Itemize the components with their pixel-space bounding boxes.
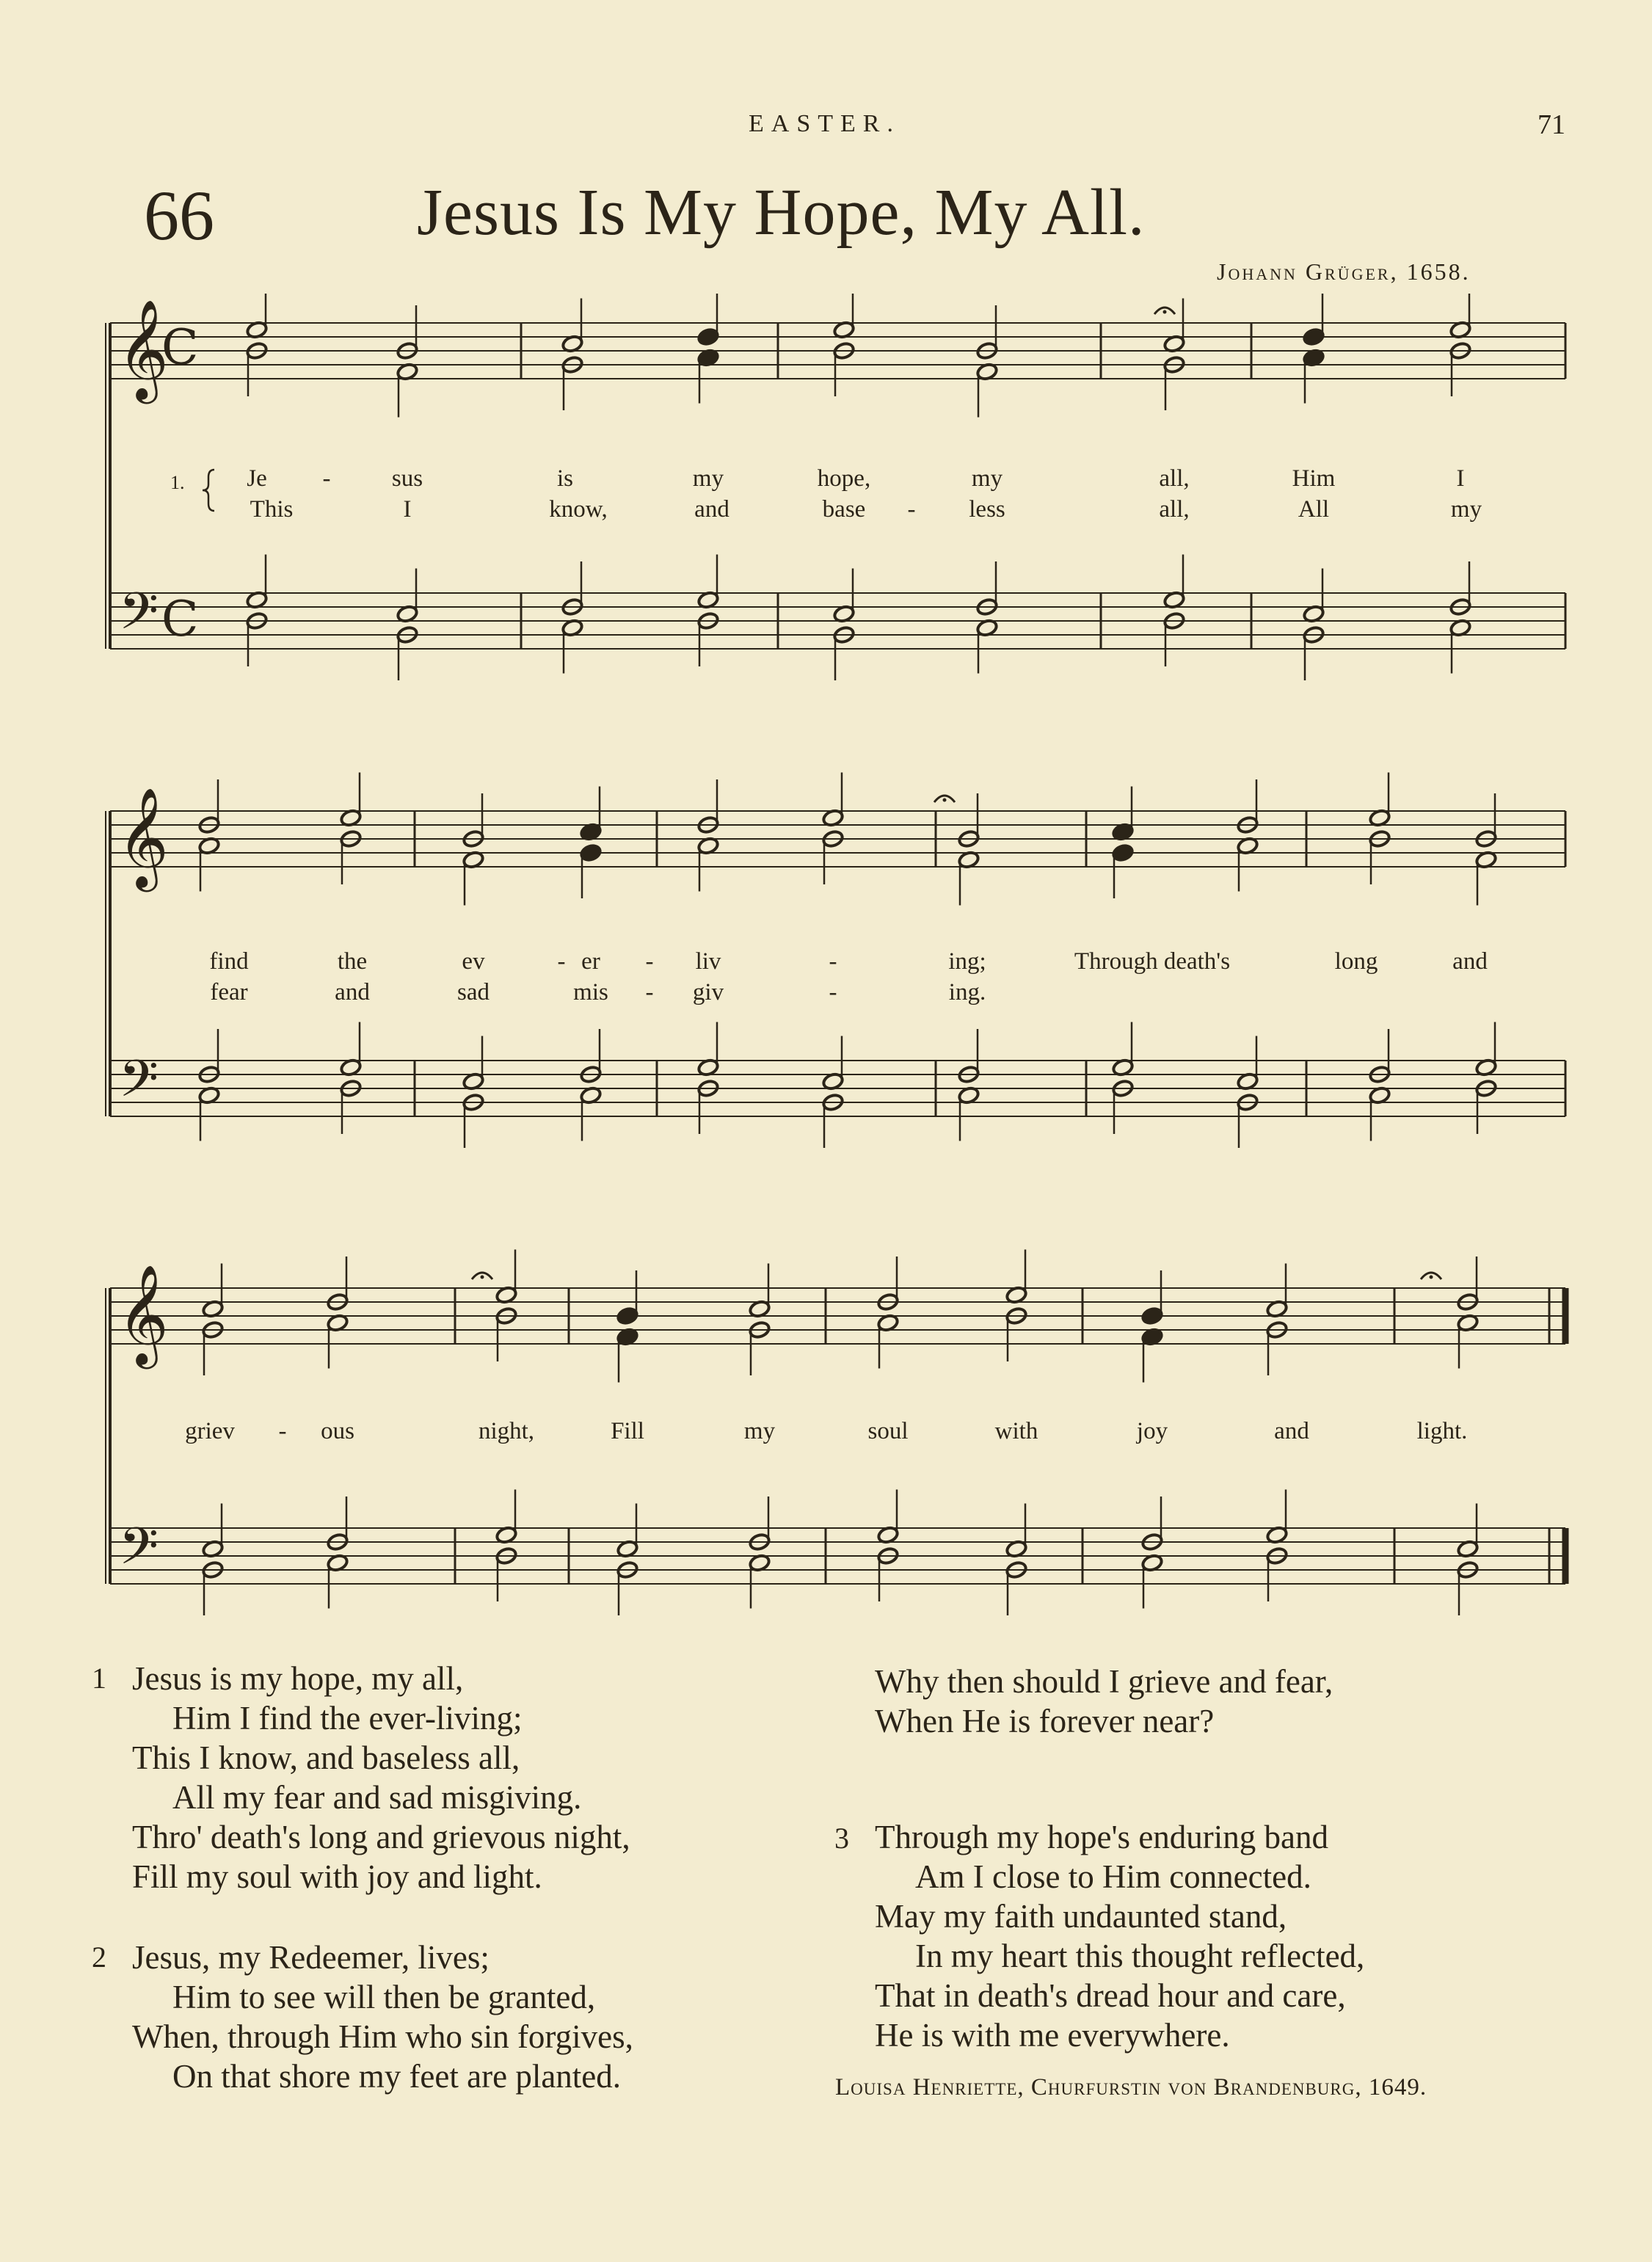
stanza-line: Why then should I grieve and fear, xyxy=(875,1663,1333,1700)
text-author-credit: Louisa Henriette, Churfurstin von Brandenburg, 1649. xyxy=(835,2074,1427,2101)
lyric-line2-word: and xyxy=(694,496,729,523)
stanza-line: When He is forever near? xyxy=(875,1703,1215,1739)
lyric-line1-word: - xyxy=(829,948,837,975)
lyric-line1-word: ing; xyxy=(948,948,986,975)
lyric-line2-word: All xyxy=(1298,496,1330,523)
treble-clef-icon: 𝄞 xyxy=(117,298,169,399)
lyric-line1-word: my xyxy=(692,465,724,492)
lyric-line1-word: Through death's xyxy=(1074,948,1231,975)
lyric-line2-word: ing. xyxy=(948,979,986,1005)
lyric-line1-word: with xyxy=(994,1418,1038,1444)
lyric-line2-word: less xyxy=(969,496,1005,523)
lyric-line2-word: - xyxy=(645,979,654,1005)
fermata-dot xyxy=(943,799,947,802)
lyric-line1-word: Je xyxy=(247,465,267,492)
treble-clef-icon: 𝄞 xyxy=(117,1263,169,1364)
composer-credit: Johann Grüger, 1658. xyxy=(1217,258,1471,285)
note-head xyxy=(1303,327,1325,346)
note-head xyxy=(697,327,720,346)
stanza-line: Thro' death's long and grievous night, xyxy=(132,1819,630,1855)
bass-clef-icon: 𝄢 xyxy=(119,581,159,653)
lyric-line1-word: my xyxy=(743,1418,776,1444)
hymn-title: Jesus Is My Hope, My All. xyxy=(417,176,1146,249)
lyric-line2-word: This xyxy=(250,496,294,523)
stanza-line: Jesus is my hope, my all, xyxy=(132,1660,464,1697)
fermata-dot xyxy=(1430,1276,1433,1279)
stanza-line: This I know, and baseless all, xyxy=(132,1739,520,1776)
lyric-line1-word: - xyxy=(322,465,331,492)
common-time-icon: C xyxy=(161,319,199,376)
lyric-line2-word: - xyxy=(907,496,916,523)
stanza-line: When, through Him who sin forgives, xyxy=(132,2018,633,2055)
stanza-line: Am I close to Him connected. xyxy=(915,1858,1311,1895)
stanza-line: Through my hope's enduring band xyxy=(875,1819,1329,1855)
lyric-line2-word: sad xyxy=(457,979,490,1005)
stanza-line: May my faith undaunted stand, xyxy=(875,1898,1287,1935)
lyric-line1-word: night, xyxy=(478,1418,535,1444)
stanza-line: That in death's dread hour and care, xyxy=(875,1977,1346,2014)
lyric-line1-word: and xyxy=(1452,948,1488,975)
lyric-line2-word: mis xyxy=(573,979,608,1005)
lyric-line1-word: is xyxy=(556,465,574,492)
lyric-line1-word: joy xyxy=(1136,1418,1168,1444)
stanza-line: Jesus, my Redeemer, lives; xyxy=(132,1939,490,1976)
common-time-icon: C xyxy=(161,591,199,647)
lyric-line1-word: sus xyxy=(391,465,423,492)
stanza-line: On that shore my feet are planted. xyxy=(172,2058,622,2095)
lyric-line2-word: base xyxy=(822,496,866,523)
lyric-line1-word: light. xyxy=(1416,1418,1468,1444)
note-head xyxy=(580,843,603,862)
lyric-line1-word: - xyxy=(278,1418,287,1444)
stanza-number: 2 xyxy=(92,1941,106,1974)
lyric-line2-word: my xyxy=(1450,496,1482,523)
bass-clef-icon: 𝄢 xyxy=(119,1516,159,1588)
music-score xyxy=(0,294,1652,1629)
stanza-line: Fill my soul with joy and light. xyxy=(132,1858,542,1895)
lyric-line1-word: - xyxy=(557,948,566,975)
fermata-dot xyxy=(1163,310,1167,314)
lyric-line1-word: griev xyxy=(185,1418,235,1444)
note-head xyxy=(616,1306,639,1325)
lyric-line2-word: know, xyxy=(549,496,608,523)
stanza-line: Him I find the ever-living; xyxy=(172,1700,523,1736)
lyric-line1-word: my xyxy=(971,465,1003,492)
lyric-line1-word: hope, xyxy=(817,465,871,492)
stanza-line: In my heart this thought reflected, xyxy=(915,1938,1365,1974)
stanza-1 xyxy=(92,1659,630,1896)
lyric-line1-word: liv xyxy=(695,948,721,975)
running-head: EASTER. xyxy=(749,110,900,137)
verse-marker: 1. xyxy=(170,472,185,493)
lyric-line1-word: and xyxy=(1274,1418,1309,1444)
lyric-line1-word: all, xyxy=(1159,465,1190,492)
lyric-line2-word: fear xyxy=(210,979,248,1005)
bass-clef-icon: 𝄢 xyxy=(119,1049,159,1121)
lyric-line1-word: find xyxy=(209,948,249,975)
lyric-line1-word: long xyxy=(1334,948,1378,975)
stanza-2-continued xyxy=(875,1662,1333,1741)
stanza-number: 3 xyxy=(834,1822,849,1855)
verse-brace-icon xyxy=(203,470,214,511)
stanza-3 xyxy=(834,1817,1365,2055)
stanza-line: All my fear and sad misgiving. xyxy=(172,1779,582,1816)
note-head xyxy=(1141,1306,1164,1325)
note-head xyxy=(1112,843,1135,862)
hymn-number: 66 xyxy=(144,176,214,255)
lyric-line1-word: I xyxy=(1456,465,1465,492)
lyric-line2-word: - xyxy=(829,979,837,1005)
lyric-line2-word: giv xyxy=(692,979,724,1005)
lyric-line2-word: all, xyxy=(1159,496,1190,523)
treble-clef-icon: 𝄞 xyxy=(117,786,169,887)
fermata-dot xyxy=(481,1276,484,1279)
lyric-line1-word: ev xyxy=(462,948,485,975)
lyric-line2-word: and xyxy=(335,979,370,1005)
lyric-line1-word: Him xyxy=(1292,465,1336,492)
lyric-line1-word: the xyxy=(337,948,368,975)
lyric-line2-word: I xyxy=(403,496,412,523)
lyric-line1-word: soul xyxy=(867,1418,909,1444)
stanza-2 xyxy=(92,1938,633,2096)
page-number: 71 xyxy=(1538,109,1565,140)
stanza-line: Him to see will then be granted, xyxy=(172,1979,596,2015)
stanza-line: He is with me everywhere. xyxy=(875,2017,1230,2054)
lyric-line1-word: - xyxy=(645,948,654,975)
stanza-number: 1 xyxy=(92,1662,106,1695)
lyric-line1-word: er xyxy=(581,948,600,975)
lyric-line1-word: ous xyxy=(321,1418,354,1444)
lyric-line1-word: Fill xyxy=(611,1418,644,1444)
